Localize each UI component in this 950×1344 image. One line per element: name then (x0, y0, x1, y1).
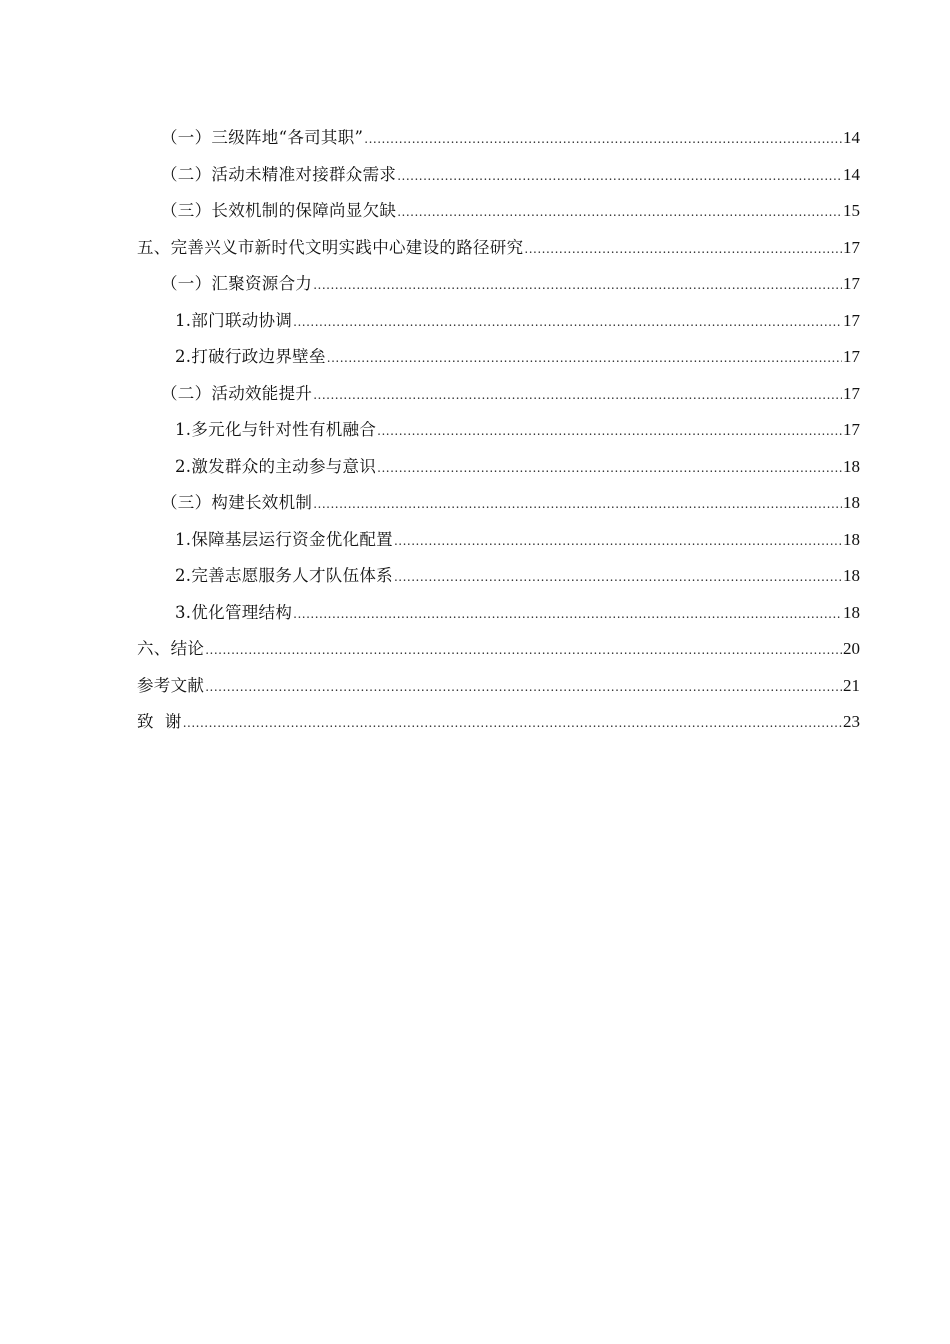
toc-page-number: 17 (843, 274, 860, 293)
toc-dot-leader (377, 413, 842, 450)
toc-page-number: 18 (843, 493, 860, 512)
toc-dot-leader (183, 705, 842, 742)
toc-entry-title: （二）活动效能提升 (161, 383, 313, 403)
toc-page-number: 14 (843, 164, 860, 184)
toc-entry-title: 2.完善志愿服务人才队伍体系 (175, 566, 393, 585)
toc-entry-title: （二）活动未精准对接群众需求 (161, 164, 397, 184)
toc-entry-title: （一）三级阵地“各司其职” (161, 128, 364, 147)
toc-page-number: 18 (843, 456, 860, 476)
toc-page-number: 23 (843, 712, 860, 731)
toc-dot-leader (394, 559, 842, 596)
toc-entry[interactable] (137, 668, 860, 705)
toc-entry-title: 1.部门联动协调 (175, 310, 293, 330)
toc-entry[interactable] (137, 595, 860, 632)
toc-entry[interactable] (137, 522, 860, 559)
toc-entry-title: 2.激发群众的主动参与意识 (175, 456, 377, 476)
toc-dot-leader (377, 450, 842, 487)
table-of-contents (137, 120, 860, 741)
toc-entry[interactable] (137, 412, 860, 449)
toc-dot-leader (313, 267, 842, 304)
toc-entry-title: 3.优化管理结构 (175, 602, 293, 622)
toc-page-number: 14 (843, 128, 860, 147)
toc-entry-title: 参考文献 (137, 675, 205, 695)
toc-dot-leader (364, 121, 842, 158)
toc-dot-leader (397, 158, 842, 195)
toc-dot-leader (327, 340, 842, 377)
toc-page-number: 17 (843, 420, 860, 439)
toc-dot-leader (313, 486, 842, 523)
toc-dot-leader (293, 304, 842, 341)
toc-entry[interactable] (137, 230, 860, 267)
toc-entry-title: 2.打破行政边界壁垒 (175, 347, 326, 366)
toc-entry[interactable] (137, 704, 860, 741)
toc-dot-leader (397, 194, 842, 231)
toc-entry[interactable] (137, 266, 860, 303)
toc-entry-title: （一）汇聚资源合力 (161, 274, 313, 293)
toc-entry[interactable] (137, 376, 860, 413)
toc-dot-leader (293, 596, 842, 633)
toc-entry-title: 六、结论 (137, 639, 205, 658)
toc-page-number: 17 (843, 347, 860, 366)
toc-entry[interactable] (137, 339, 860, 376)
toc-page-number: 18 (843, 529, 860, 549)
toc-entry[interactable] (137, 303, 860, 340)
toc-entry[interactable] (137, 631, 860, 668)
toc-page-number: 15 (843, 201, 860, 220)
toc-entry[interactable] (137, 485, 860, 522)
toc-dot-leader (205, 632, 842, 669)
toc-dot-leader (313, 377, 842, 414)
toc-entry-title: 致 谢 (137, 712, 182, 731)
toc-dot-leader (205, 669, 842, 706)
toc-entry-title: 1.保障基层运行资金优化配置 (175, 529, 393, 549)
toc-page-number: 21 (843, 675, 860, 695)
toc-entry-title: 1.多元化与针对性有机融合 (175, 420, 377, 439)
toc-page-number: 17 (843, 310, 860, 330)
toc-entry[interactable] (137, 120, 860, 157)
toc-page-number: 20 (843, 639, 860, 658)
toc-dot-leader (524, 231, 842, 268)
toc-page-number: 17 (843, 383, 860, 403)
toc-entry[interactable] (137, 558, 860, 595)
toc-entry[interactable] (137, 449, 860, 486)
toc-page-number: 18 (843, 602, 860, 622)
toc-page-number: 17 (843, 237, 860, 257)
toc-page-number: 18 (843, 566, 860, 585)
toc-entry[interactable] (137, 193, 860, 230)
toc-entry-title: （三）构建长效机制 (161, 493, 313, 512)
toc-entry[interactable] (137, 157, 860, 194)
toc-entry-title: 五、完善兴义市新时代文明实践中心建设的路径研究 (137, 237, 524, 257)
toc-dot-leader (394, 523, 842, 560)
toc-entry-title: （三）长效机制的保障尚显欠缺 (161, 201, 397, 220)
